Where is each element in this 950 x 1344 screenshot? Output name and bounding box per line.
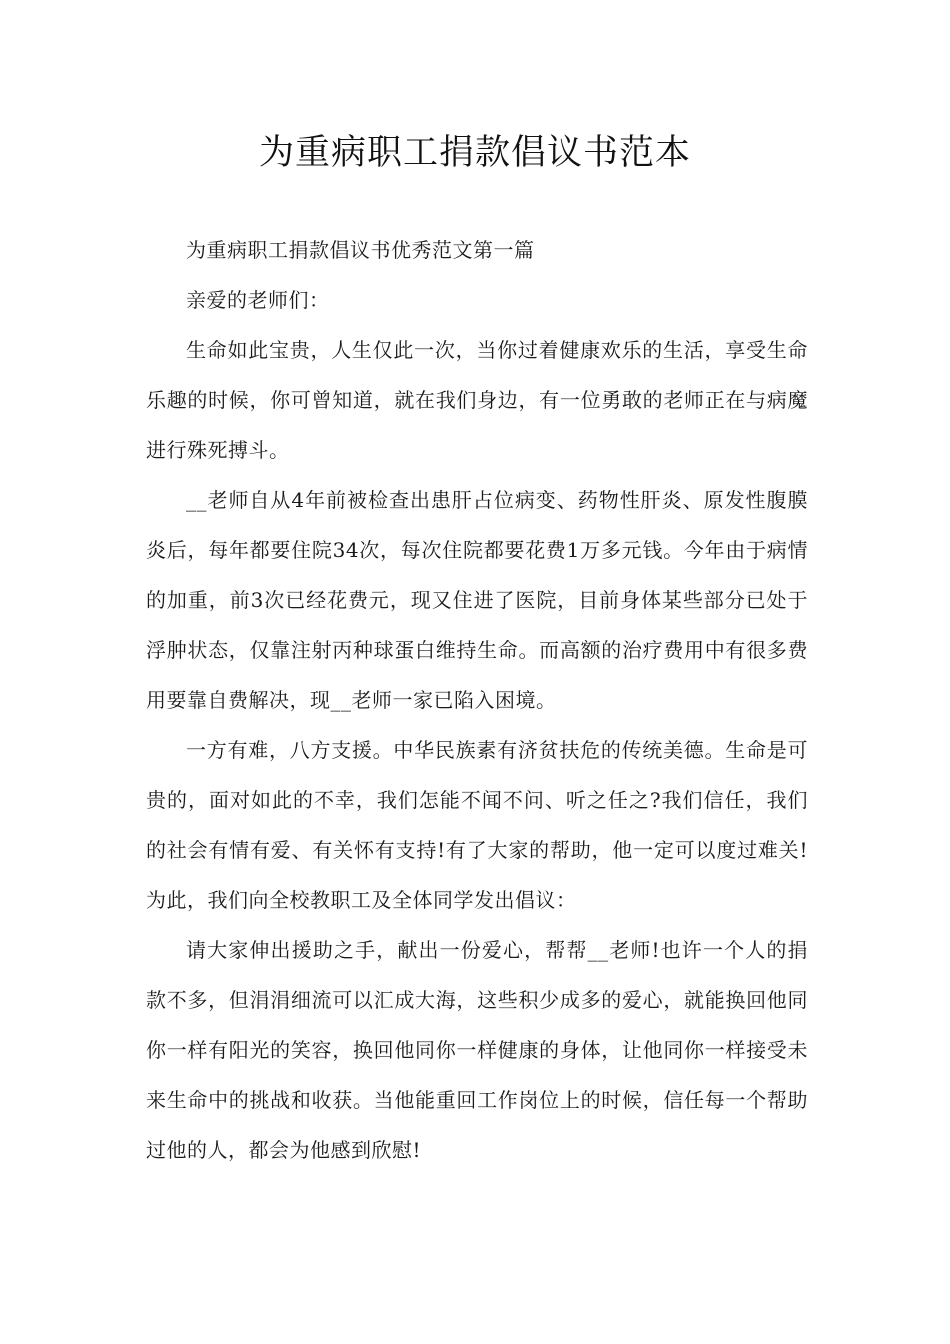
salutation-paragraph: 亲爱的老师们： [186,288,330,312]
document-body [146,225,808,1175]
subtitle-paragraph: 为重病职工捐款倡议书优秀范文第一篇 [186,238,535,262]
body-paragraph: __老师自从4年前被检查出患肝占位病变、药物性肝炎、原发性腹膜炎后，每年都要住院34次，每次住院都要花费1万多元钱。今年由于病情的加重，前3次已经花费元，现又住进了医院，目前身体某些部分已处于浮肿状态，仅靠注射丙种球蛋白维持生命。而高额的治疗费用中有很多费用要靠自费解决，现__老师一家已陷入困境。 [146,488,808,712]
document-title: 为重病职工捐款倡议书范本 [258,133,691,173]
body-paragraph: 一方有难，八方支援。中华民族素有济贫扶危的传统美德。生命是可贵的，面对如此的不幸，我们怎能不闻不问、听之任之?我们信任，我们的社会有情有爱、有关怀有支持!有了大家的帮助，他一定可以度过难关!为此，我们向全校教职工及全体同学发出倡议： [146,738,808,912]
body-paragraph: 生命如此宝贵，人生仅此一次，当你过着健康欢乐的生活，享受生命乐趣的时候，你可曾知道，就在我们身边，有一位勇敢的老师正在与病魔进行殊死搏斗。 [146,338,808,462]
body-paragraph: 请大家伸出援助之手，献出一份爱心，帮帮__老师!也许一个人的捐款不多，但涓涓细流可以汇成大海，这些积少成多的爱心，就能换回他同你一样有阳光的笑容，换回他同你一样健康的身体，让他同你一样接受未来生命中的挑战和收获。当他能重回工作岗位上的时候，信任每一个帮助过他的人，都会为他感到欣慰! [146,938,808,1162]
